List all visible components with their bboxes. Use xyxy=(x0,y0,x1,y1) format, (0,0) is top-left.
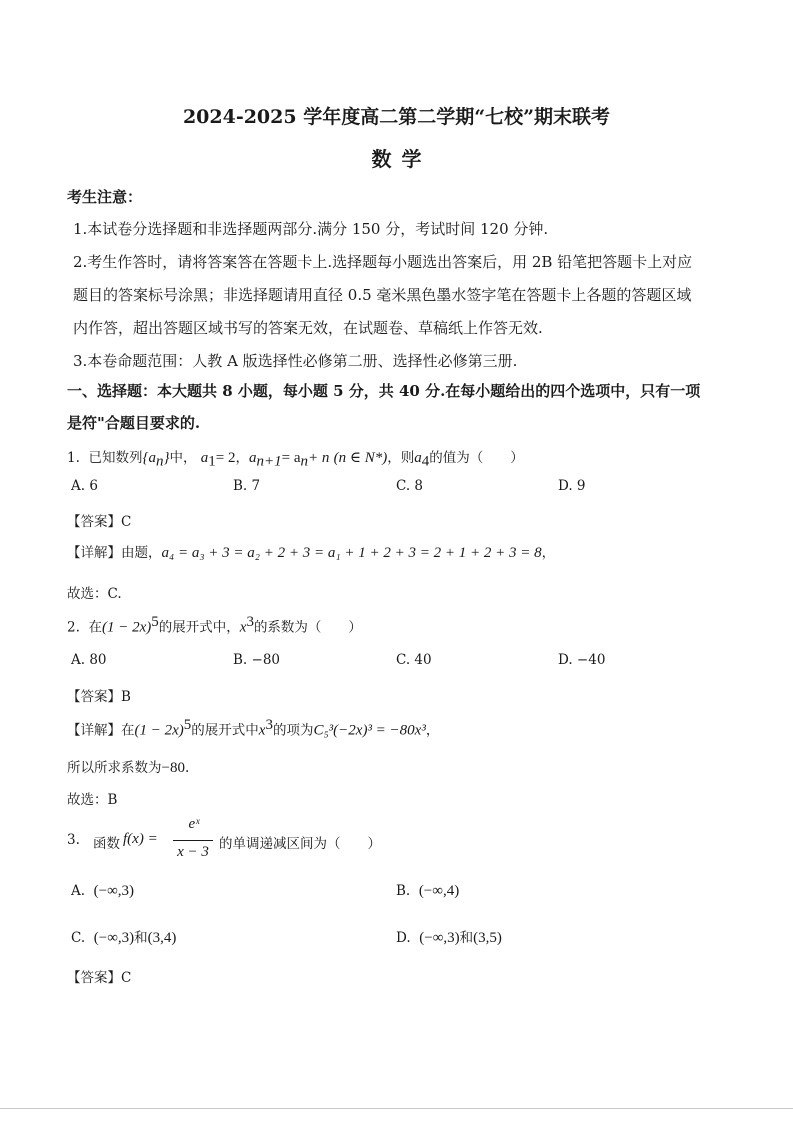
q2-detail: 【详解】在$(1 - 2x)^5$的展开式中$x^3$的项为C₅³(−2x)³ = −80x³， xyxy=(67,717,440,739)
q3-option-b: B. (−∞,4) xyxy=(396,883,460,899)
q1-detail: 【详解】由题，a₄ = a₃ + 3 = a₂ + 2 + 3 = a₁ + 1 + 2 + 3 = 2 + 1 + 2 + 3 = 8， xyxy=(67,545,556,561)
q1-answer: 【答案】C xyxy=(67,514,132,530)
q1-option-d: D. 9 xyxy=(558,478,586,494)
notice-item-2: 2.考生作答时，请将答案答在答题卡上.选择题每小题选出答案后，用 2B 铅笔把答题卡上对应 xyxy=(73,253,693,271)
q2-option-d: D. −40 xyxy=(558,652,606,668)
q3-answer: 【答案】C xyxy=(67,970,132,986)
q3-option-c: C. (−∞,3)和(3,4) xyxy=(71,930,177,946)
fraction-denominator: x − 3 xyxy=(177,844,209,860)
notice-heading: 考生注意： xyxy=(67,188,143,206)
page-bottom-divider xyxy=(0,1108,793,1109)
section-heading-line-1: 一、选择题：本大题共 8 小题，每小题 5 分，共 40 分.在每小题给出的四个选项中，只有一项 xyxy=(67,382,701,400)
q3-option-a: A. (−∞,3) xyxy=(71,883,135,899)
q1-option-a: A. 6 xyxy=(71,478,98,494)
section-heading-line-2: 是符"合题目要求的. xyxy=(67,414,201,432)
q2-conclusion: 所以所求系数为−80. xyxy=(67,760,190,776)
exam-page: 2024-2025 学年度高二第二学期“七校”期末联考 数学 考生注意： 1.本试卷分选择题和非选择题两部分.满分 150 分，考试时间 120 分钟. 2.考生作答时，请将答案答在答题卡上.选择题每小题选出答案后，用 2B 铅笔把答题卡上对应 题目的答案标号涂黑；非选择题请用直径 0.5 毫米黑色墨水签字笔在答题卡上各题的答题区域 内作答，超出答题区域书写的答案无效，在试题卷、草稿纸上作答无效. 3.本卷命题范围：人教 A 版选择性必修第二册、选择性必修第三册. 一、选择题：本大题共 8 小题，每小题 5 分，共 40 分.在每小题给出的四个选项中，只有一项 是符"合题目要求的. 1. 已知数列$\{a_n\}$中， $a_1= 2$，$a_{n+1}= a_n+ n$ (n ∈ N*)，则$a_4$的值为（ ） A. 6 B. 7 C. 8 D. 9 【答案】C 【详解】由题，a₄ = a₃ + 3 = a₂ + 2 + 3 = a₁ + 1 + 2 + 3 = 2 + 1 + 2 + 3 = 8， 故选：C. 2. 在$(1 - 2x)^5$的展开式中，$x^3$的系数为（ ） A. 80 B. −80 C. 40 D. −40 【答案】B 【详解】在$(1 - 2x)^5$的展开式中$x^3$的项为C₅³(−2x)³ = −80x³， 所以所求系数为−80. 故选：B 3. 函数 f(x) = eˣ x − 3 的单调递减区间为（ ） A. (−∞,3) B. (−∞,4) C. (−∞,3)和(3,4) D. (−∞,3)和(3,5) 【答案】C xyxy=(0,0,793,1122)
q2-answer: 【答案】B xyxy=(67,689,131,705)
question-1: 1. 已知数列$\{a_n\}$中， $a_1= 2$，$a_{n+1}= a_n+ n$ (n ∈ N*)，则$a_4$的值为（ ） xyxy=(67,450,524,470)
fraction-numerator: eˣ xyxy=(188,816,200,832)
page-title: 2024-2025 学年度高二第二学期“七校”期末联考 xyxy=(182,106,611,128)
q1-option-b: B. 7 xyxy=(233,478,261,494)
q3-option-d: D. (−∞,3)和(3,5) xyxy=(396,930,502,946)
question-2: 2. 在$(1 - 2x)^5$的展开式中，$x^3$的系数为（ ） xyxy=(67,614,362,636)
notice-item-3: 3.本卷命题范围：人教 A 版选择性必修第二册、选择性必修第三册. xyxy=(73,352,518,370)
q2-option-a: A. 80 xyxy=(71,652,107,668)
q1-conclusion: 故选：C. xyxy=(67,586,122,602)
q2-detail-result: C₅³(−2x)³ = −80x³ xyxy=(313,722,426,739)
question-number: 2. xyxy=(67,619,80,636)
q1-detail-expression: a₄ = a₃ + 3 = a₂ + 2 + 3 = a₁ + 1 + 2 + 3 = 2 + 1 + 2 + 3 = 8 xyxy=(161,545,542,561)
notice-item-1: 1.本试卷分选择题和非选择题两部分.满分 150 分，考试时间 120 分钟. xyxy=(73,220,549,238)
q2-choice: 故选：B xyxy=(67,792,118,808)
question-number: 3. xyxy=(67,832,80,848)
notice-item-2-cont-2: 内作答，超出答题区域书写的答案无效，在试题卷、草稿纸上作答无效. xyxy=(73,319,543,337)
q2-option-c: C. 40 xyxy=(396,652,432,668)
question-number: 1. xyxy=(67,450,80,466)
q1-option-c: C. 8 xyxy=(396,478,424,494)
notice-item-2-cont-1: 题目的答案标号涂黑；非选择题请用直径 0.5 毫米黑色墨水签字笔在答题卡上各题的答题区域 xyxy=(73,286,692,304)
q2-option-b: B. −80 xyxy=(233,652,280,668)
fraction-bar xyxy=(173,840,213,841)
subject-title: 数学 xyxy=(371,147,432,171)
